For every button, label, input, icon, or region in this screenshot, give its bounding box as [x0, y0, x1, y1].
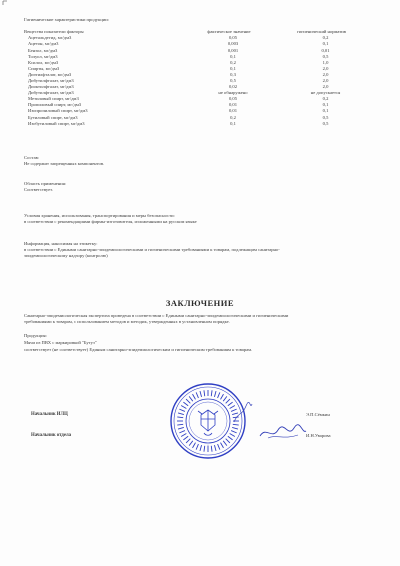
table-cell: 0,01: [228, 102, 238, 108]
product-label: Продукция:: [24, 333, 47, 338]
conclusion-paragraph-line2: требованиями к товарам, с использованием методов и методик, утвержденных в установленном порядке.: [24, 319, 230, 324]
table-cell: Изопропиловый спирт, мг/дм3: [28, 108, 88, 114]
table-cell: 0,1: [322, 41, 329, 47]
table-cell: 0,1: [230, 53, 236, 59]
table-row: [24, 72, 364, 78]
storage-value: в соответствии с рекомендациями фирмы-изготовителя, изложенными на русском языке: [24, 219, 197, 224]
label-info-value-line2: эпидемиологическому надзору (контролю): [24, 253, 108, 258]
table-cell: Толуол, мг/дм3: [28, 53, 58, 59]
seal-lettering-mark: [221, 443, 224, 448]
handwritten-signature-icon: [258, 422, 308, 444]
seal-lettering-mark: [218, 392, 220, 398]
seal-signature-stroke-icon: [232, 402, 254, 424]
table-row: [24, 90, 364, 96]
seal-lettering-mark: [183, 436, 188, 440]
composition-label: Состав:: [24, 155, 40, 160]
table-cell: Ксилол, мг/дм3: [28, 59, 59, 65]
table-header: Вещества показатели факторы: [24, 29, 84, 35]
seal-lettering-mark: [186, 399, 190, 403]
seal-lettering-mark: [226, 439, 230, 443]
table-cell: 0,001: [227, 47, 239, 53]
table-cell: Диоктилфталат, мг/дм3: [28, 84, 74, 90]
table-cell: не допускается: [310, 90, 341, 96]
seal-lettering-mark: [181, 434, 186, 437]
characteristics-heading: Гигиенические характеристики продукции:: [24, 17, 109, 22]
table-row: [24, 84, 364, 90]
table-cell: 0,1: [230, 120, 236, 126]
seal-lettering-mark: [204, 390, 205, 396]
seal-lettering-mark: [189, 396, 193, 401]
table-cell: Ацетальдегид, мг/дм3: [28, 35, 72, 41]
seal-lettering-mark: [223, 396, 227, 401]
conclusion-paragraph-line1: Санитарно-эпидемиологическая экспертиза проведена в соответствии с Едиными санитарно-эпидемиологическими и гигиеническими: [24, 313, 289, 318]
table-cell: 0,003: [227, 41, 239, 47]
seal-lettering-mark: [223, 441, 227, 446]
table-cell: 1,0: [322, 59, 329, 65]
seal-lettering-mark: [232, 427, 238, 429]
seal-lettering-mark: [214, 445, 216, 451]
table-cell: Изобутиловый спирт, мг/дм3: [28, 120, 85, 126]
table-cell: Спирты, мг/дм3: [28, 65, 60, 71]
seal-lettering-mark: [177, 417, 183, 418]
table-row: [24, 53, 364, 59]
table-cell: 0,2: [322, 96, 329, 102]
table-cell: Ацетон, мг/дм3: [28, 41, 59, 47]
seal-lettering-mark: [218, 444, 220, 450]
table-cell: 0,2: [230, 59, 236, 65]
compliance-statement: соответствует (не соответствует) Единым санитарно-эпидемиологическим и гигиеническим требованиям к товарам.: [24, 347, 253, 352]
table-cell: 0,1: [322, 102, 329, 108]
table-cell: Метиловый спирт, мг/дм3: [28, 96, 79, 102]
table-cell: 0,05: [228, 35, 238, 41]
table-cell: Пропиловый спирт, мг/дм3: [28, 102, 82, 108]
table-cell: 0,05: [228, 96, 238, 102]
table-header: фактическое значение: [207, 29, 251, 35]
seal-lettering-mark: [181, 406, 186, 409]
conclusion-title: ЗАКЛЮЧЕНИЕ: [165, 298, 235, 308]
table-cell: 2,0: [322, 84, 329, 90]
label-info-value-line1: в соответствии с Едиными санитарно-эпидемиологическими и гигиеническими требованиями к товарам, подлежащим санитарно-: [24, 247, 280, 252]
seal-lettering-mark: [193, 443, 196, 448]
table-cell: 2,0: [322, 65, 329, 71]
seal-lettering-mark: [233, 424, 239, 425]
seal-lettering-mark: [211, 390, 212, 396]
table-cell: Диэтилфталат, мг/дм3: [28, 71, 72, 77]
product-value: Мячи из ПВХ с маркировкой "Бутуз": [24, 340, 97, 345]
seal-lettering-mark: [211, 446, 212, 452]
seal-lettering-mark: [196, 444, 198, 450]
table-cell: 0,5: [322, 120, 329, 126]
table-row: [24, 41, 364, 47]
seal-lettering-mark: [189, 441, 193, 446]
table-cell: 0,2: [322, 35, 329, 41]
table-row: [24, 102, 364, 108]
table-cell: 0,5: [230, 78, 236, 83]
corner-mark-icon: [2, 0, 8, 6]
scope-label: Область применения:: [24, 181, 67, 186]
table-row: [24, 114, 364, 120]
svg-text:*: *: [207, 444, 209, 448]
seal-lettering-mark: [196, 392, 198, 398]
table-row: [24, 47, 364, 53]
table-row: [24, 66, 364, 72]
seal-lettering-mark: [178, 413, 184, 415]
signature-name-dept-head: И.Н.Уварова: [306, 433, 331, 438]
seal-lettering-mark: [221, 394, 224, 399]
table-cell: 0,02: [228, 84, 238, 90]
table-cell: 0,5: [322, 114, 329, 120]
seal-lettering-mark: [183, 402, 188, 406]
table-cell: 2,0: [322, 71, 329, 77]
table-row: [24, 96, 364, 102]
table-header: гигиенический норматив: [297, 29, 346, 35]
seal-lettering-mark: [179, 409, 185, 411]
seal-lettering-mark: [200, 445, 202, 451]
seal-lettering-mark: [204, 446, 205, 452]
table-cell: Бутиловый спирт, мг/дм3: [28, 114, 78, 120]
seal-lettering-mark: [230, 434, 235, 437]
seal-lettering-mark: [193, 394, 196, 399]
table-cell: Дибутилфталат, мг/дм3: [28, 78, 74, 83]
table-header-row: [24, 29, 364, 35]
table-row: [24, 78, 364, 84]
table-cell: 2,0: [322, 78, 329, 83]
seal-lettering-mark: [178, 427, 184, 429]
table-cell: 0,5: [322, 53, 329, 59]
characteristics-table: [24, 29, 364, 127]
scope-value: Соответствует.: [24, 187, 53, 192]
table-cell: Бензол, мг/дм3: [28, 47, 58, 53]
seal-lettering-mark: [200, 391, 202, 397]
table-cell: не обнаружено: [218, 90, 248, 96]
table-cell: 0,1: [322, 108, 329, 114]
composition-value: Не содержит запрещенных компонентов.: [24, 161, 105, 166]
table-row: [24, 35, 364, 41]
table-row: [24, 120, 364, 126]
seal-lettering-mark: [179, 431, 185, 433]
table-cell: 0,3: [230, 71, 236, 77]
seal-lettering-mark: [231, 431, 237, 433]
table-row: [24, 59, 364, 65]
seal-lettering-mark: [228, 436, 233, 440]
seal-lettering-mark: [214, 391, 216, 397]
table-cell: 0,01: [321, 47, 330, 53]
table-cell: 0,1: [230, 65, 236, 71]
storage-label: Условия хранения, использования, транспортирования и меры безопасности:: [24, 213, 175, 218]
table-cell: 0,2: [230, 114, 236, 120]
table-cell: 0,01: [228, 108, 238, 114]
signature-role-dept-head: Начальник отдела: [31, 433, 72, 438]
seal-lettering-mark: [226, 399, 230, 403]
signature-role-lab-head: Начальник ИЛЦ: [31, 412, 68, 417]
seal-lettering-mark: [177, 424, 183, 425]
table-cell: Дибутилфталат, мг/дм3: [28, 90, 74, 96]
table-row: [24, 108, 364, 114]
seal-lettering-mark: [186, 439, 190, 443]
signature-name-lab-head: Э.П.Сёмкин: [306, 412, 330, 417]
label-info-label: Информация, наносимая на этикетку:: [24, 241, 98, 246]
